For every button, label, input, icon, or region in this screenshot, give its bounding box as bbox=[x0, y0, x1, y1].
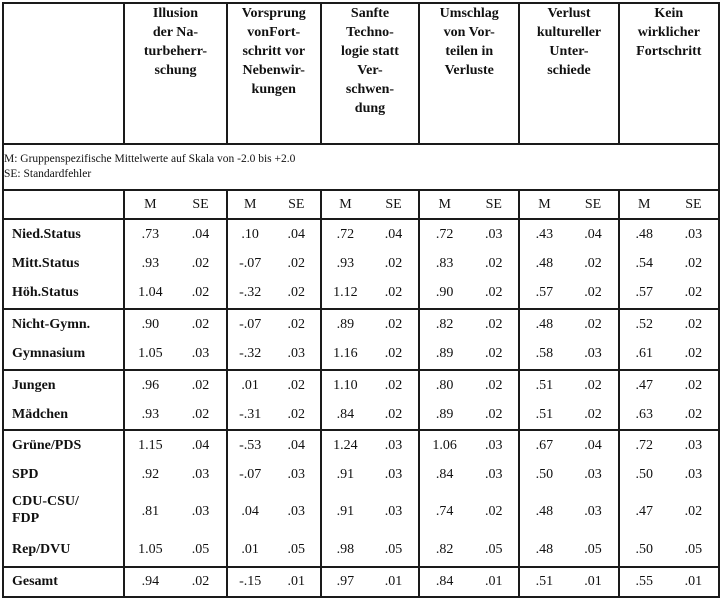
row-label: CDU-CSU/ FDP bbox=[12, 494, 79, 527]
se-value: .03 bbox=[584, 467, 602, 483]
se-value: .02 bbox=[584, 377, 602, 393]
se-column-cells bbox=[175, 567, 226, 597]
column-header-line: Verlust bbox=[547, 6, 591, 21]
se-value: .03 bbox=[485, 438, 503, 454]
se-value: .05 bbox=[584, 542, 602, 558]
se-value: .03 bbox=[191, 467, 210, 483]
mean-value: .67 bbox=[535, 438, 554, 454]
row-label: Grüne/PDS bbox=[12, 438, 82, 454]
column-header-line: Unter- bbox=[549, 44, 589, 59]
mean-value: 1.06 bbox=[432, 438, 457, 454]
se-column-cells bbox=[469, 567, 519, 597]
mean-subheader: M bbox=[124, 190, 175, 219]
row-label: SPD bbox=[12, 467, 39, 483]
column-header-3 bbox=[321, 3, 419, 144]
se-value: .02 bbox=[684, 285, 703, 300]
mean-value: .84 bbox=[435, 573, 454, 589]
group-labels bbox=[3, 430, 124, 566]
se-column-cells bbox=[175, 309, 226, 370]
se-value: .02 bbox=[287, 285, 306, 300]
mean-value: -.31 bbox=[239, 406, 262, 422]
mean-value: 1.05 bbox=[138, 542, 163, 558]
se-value: .05 bbox=[485, 542, 503, 558]
row-label: Gymnasium bbox=[12, 345, 86, 361]
column-header-line: Ver- bbox=[357, 63, 383, 78]
mean-column-cells bbox=[227, 219, 273, 309]
se-value: .04 bbox=[191, 438, 210, 454]
se-column-cells bbox=[669, 430, 719, 566]
mean-value: 1.15 bbox=[138, 438, 163, 454]
mean-value: .98 bbox=[336, 542, 355, 558]
column-header-4 bbox=[419, 3, 519, 144]
mean-value: .83 bbox=[435, 256, 454, 271]
mean-value: .57 bbox=[635, 285, 653, 300]
mean-value: 1.04 bbox=[138, 285, 163, 300]
mean-value: -.53 bbox=[239, 438, 262, 454]
se-value: .03 bbox=[584, 504, 602, 520]
se-value: .02 bbox=[684, 316, 703, 332]
se-value: .02 bbox=[191, 285, 210, 300]
mean-column-cells bbox=[519, 567, 568, 597]
mean-value: .74 bbox=[435, 504, 454, 520]
row-group bbox=[3, 567, 719, 597]
row-label: Mitt.Status bbox=[12, 256, 80, 271]
se-value: .05 bbox=[191, 542, 210, 558]
se-value: .03 bbox=[684, 438, 703, 454]
se-column-cells bbox=[669, 219, 719, 309]
se-value: .02 bbox=[684, 504, 703, 520]
mean-column-cells bbox=[321, 567, 369, 597]
subheader-row bbox=[3, 190, 719, 219]
mean-value: .51 bbox=[535, 406, 554, 422]
row-label: Gesamt bbox=[12, 573, 58, 589]
se-value: .02 bbox=[485, 285, 503, 300]
column-header-line: von Vor- bbox=[443, 25, 495, 40]
se-value: .02 bbox=[384, 406, 403, 422]
column-header-5 bbox=[519, 3, 618, 144]
se-value: .05 bbox=[684, 542, 703, 558]
mean-value: .54 bbox=[635, 256, 653, 271]
mean-value: .10 bbox=[241, 227, 259, 242]
mean-value: .48 bbox=[535, 316, 554, 332]
se-column-cells bbox=[273, 309, 321, 370]
mean-value: .47 bbox=[635, 377, 653, 393]
se-column-cells bbox=[273, 370, 321, 431]
column-header-line: Fortschritt bbox=[636, 44, 702, 59]
mean-value: 1.10 bbox=[333, 377, 358, 393]
se-value: .01 bbox=[584, 573, 602, 589]
mean-column-cells bbox=[419, 219, 469, 309]
mean-value: .58 bbox=[535, 345, 554, 361]
mean-subheader: M bbox=[419, 190, 469, 219]
mean-value: -.32 bbox=[239, 285, 262, 300]
se-value: .01 bbox=[684, 573, 703, 589]
se-column-cells bbox=[273, 567, 321, 597]
mean-value: .72 bbox=[435, 227, 454, 242]
data-table bbox=[2, 2, 720, 598]
mean-column-cells bbox=[619, 219, 669, 309]
mean-column-cells bbox=[124, 309, 175, 370]
mean-value: -.15 bbox=[239, 573, 262, 589]
se-subheader: SE bbox=[469, 190, 519, 219]
se-column-cells bbox=[669, 370, 719, 431]
mean-value: .48 bbox=[535, 504, 554, 520]
se-value: .02 bbox=[485, 345, 503, 361]
mean-value: .50 bbox=[635, 542, 653, 558]
se-column-cells bbox=[669, 567, 719, 597]
row-label: Höh.Status bbox=[12, 285, 79, 300]
mean-value: .72 bbox=[635, 438, 653, 454]
mean-value: -.32 bbox=[239, 345, 262, 361]
se-value: .04 bbox=[584, 438, 602, 454]
se-value: .02 bbox=[584, 316, 602, 332]
mean-value: .93 bbox=[336, 256, 355, 271]
se-value: .02 bbox=[485, 316, 503, 332]
se-value: .03 bbox=[191, 504, 210, 520]
mean-value: .48 bbox=[635, 227, 653, 242]
column-header-line: Umschlag bbox=[439, 6, 499, 21]
mean-value: .48 bbox=[535, 256, 554, 271]
se-column-cells bbox=[369, 309, 419, 370]
mean-value: .92 bbox=[141, 467, 160, 483]
mean-column-cells bbox=[227, 370, 273, 431]
mean-value: .82 bbox=[435, 542, 454, 558]
mean-value: .84 bbox=[336, 406, 355, 422]
column-header-line: Techno- bbox=[346, 25, 394, 40]
mean-column-cells bbox=[227, 430, 273, 566]
se-column-cells bbox=[175, 219, 226, 309]
se-value: .03 bbox=[684, 467, 703, 483]
se-column-cells bbox=[568, 219, 618, 309]
mean-subheader: M bbox=[619, 190, 669, 219]
se-value: .02 bbox=[584, 285, 602, 300]
mean-value: 1.12 bbox=[333, 285, 358, 300]
se-value: .02 bbox=[287, 256, 306, 271]
mean-column-cells bbox=[227, 567, 273, 597]
se-value: .01 bbox=[384, 573, 403, 589]
column-header-line: kultureller bbox=[536, 25, 602, 40]
se-column-cells bbox=[469, 430, 519, 566]
mean-value: .94 bbox=[141, 573, 160, 589]
mean-subheader: M bbox=[519, 190, 568, 219]
se-value: .02 bbox=[384, 316, 403, 332]
se-column-cells bbox=[273, 219, 321, 309]
se-value: .03 bbox=[384, 438, 403, 454]
se-column-cells bbox=[369, 219, 419, 309]
se-column-cells bbox=[369, 430, 419, 566]
mean-subheader: M bbox=[321, 190, 369, 219]
mean-column-cells bbox=[619, 567, 669, 597]
mean-value: -.07 bbox=[239, 467, 262, 483]
mean-value: .04 bbox=[241, 504, 259, 520]
row-group bbox=[3, 219, 719, 309]
se-value: .03 bbox=[287, 345, 306, 361]
column-header-line: wirklicher bbox=[637, 25, 700, 40]
se-value: .02 bbox=[287, 377, 306, 393]
mean-column-cells bbox=[124, 370, 175, 431]
se-value: .03 bbox=[584, 345, 602, 361]
se-value: .02 bbox=[191, 316, 210, 332]
se-column-cells bbox=[568, 370, 618, 431]
mean-column-cells bbox=[419, 567, 469, 597]
row-group bbox=[3, 309, 719, 370]
column-header-line: Sanfte bbox=[350, 6, 390, 21]
mean-column-cells bbox=[321, 430, 369, 566]
mean-value: .51 bbox=[535, 573, 554, 589]
mean-value: .57 bbox=[535, 285, 554, 300]
se-value: .02 bbox=[584, 256, 602, 271]
mean-value: .43 bbox=[535, 227, 554, 242]
se-value: .03 bbox=[485, 467, 503, 483]
mean-column-cells bbox=[321, 370, 369, 431]
mean-column-cells bbox=[519, 370, 568, 431]
mean-value: .52 bbox=[635, 316, 653, 332]
se-value: .03 bbox=[384, 467, 403, 483]
se-value: .02 bbox=[485, 504, 503, 520]
se-column-cells bbox=[669, 309, 719, 370]
se-value: .02 bbox=[485, 377, 503, 393]
mean-value: .89 bbox=[336, 316, 355, 332]
mean-value: 1.24 bbox=[333, 438, 358, 454]
legend-se-note: SE: Standardfehler bbox=[4, 168, 92, 180]
se-value: .02 bbox=[384, 256, 403, 271]
mean-value: .61 bbox=[635, 345, 653, 361]
se-value: .02 bbox=[684, 256, 703, 271]
se-column-cells bbox=[568, 567, 618, 597]
se-column-cells bbox=[469, 370, 519, 431]
se-value: .03 bbox=[191, 345, 210, 361]
se-value: .03 bbox=[287, 504, 306, 520]
mean-value: .97 bbox=[336, 573, 355, 589]
se-subheader: SE bbox=[568, 190, 618, 219]
se-value: .02 bbox=[684, 406, 703, 422]
se-value: .03 bbox=[287, 467, 306, 483]
group-labels bbox=[3, 370, 124, 431]
se-value: .03 bbox=[485, 227, 503, 242]
mean-value: .80 bbox=[435, 377, 454, 393]
se-value: .02 bbox=[485, 406, 503, 422]
mean-value: .47 bbox=[635, 504, 653, 520]
se-subheader: SE bbox=[669, 190, 719, 219]
column-header-2 bbox=[227, 3, 321, 144]
mean-value: .51 bbox=[535, 377, 554, 393]
mean-value: .82 bbox=[435, 316, 454, 332]
mean-value: .48 bbox=[535, 542, 554, 558]
column-header-line: der Na- bbox=[152, 25, 199, 40]
mean-value: .81 bbox=[141, 504, 160, 520]
mean-column-cells bbox=[124, 430, 175, 566]
mean-value: 1.05 bbox=[138, 345, 163, 361]
mean-column-cells bbox=[321, 219, 369, 309]
column-header-line: schwen- bbox=[345, 82, 395, 97]
mean-value: .72 bbox=[336, 227, 355, 242]
mean-value: .50 bbox=[535, 467, 554, 483]
mean-value: .73 bbox=[141, 227, 160, 242]
se-value: .04 bbox=[384, 227, 403, 242]
row-label: Jungen bbox=[12, 377, 56, 393]
group-labels bbox=[3, 219, 124, 309]
se-value: .02 bbox=[384, 285, 403, 300]
se-value: .05 bbox=[384, 542, 403, 558]
row-group bbox=[3, 370, 719, 431]
se-value: .02 bbox=[384, 377, 403, 393]
row-label: Nicht-Gymn. bbox=[12, 316, 91, 332]
row-label: Rep/DVU bbox=[12, 542, 71, 558]
mean-subheader: M bbox=[227, 190, 273, 219]
mean-value: .91 bbox=[336, 504, 355, 520]
mean-value: .90 bbox=[435, 285, 454, 300]
mean-column-cells bbox=[619, 370, 669, 431]
corner-cell bbox=[3, 3, 124, 144]
legend-mean-note: M: Gruppenspezifische Mittelwerte auf Skala von -2.0 bis +2.0 bbox=[4, 153, 296, 165]
se-value: .02 bbox=[287, 316, 306, 332]
se-column-cells bbox=[369, 370, 419, 431]
group-labels bbox=[3, 567, 124, 597]
se-subheader: SE bbox=[175, 190, 226, 219]
column-header-line: schiede bbox=[547, 63, 591, 78]
column-header-line: Kein bbox=[654, 6, 684, 21]
mean-value: .93 bbox=[141, 406, 160, 422]
legend-cell bbox=[3, 144, 719, 190]
se-value: .02 bbox=[191, 377, 210, 393]
se-value: .01 bbox=[287, 573, 306, 589]
se-value: .02 bbox=[191, 573, 210, 589]
mean-column-cells bbox=[124, 219, 175, 309]
se-subheader: SE bbox=[273, 190, 321, 219]
mean-value: 1.16 bbox=[333, 345, 358, 361]
se-value: .04 bbox=[584, 227, 602, 242]
se-column-cells bbox=[175, 370, 226, 431]
se-value: .02 bbox=[485, 256, 503, 271]
mean-value: .63 bbox=[635, 406, 653, 422]
mean-column-cells bbox=[519, 430, 568, 566]
mean-column-cells bbox=[419, 430, 469, 566]
se-value: .02 bbox=[287, 406, 306, 422]
se-column-cells bbox=[469, 309, 519, 370]
mean-column-cells bbox=[419, 309, 469, 370]
column-header-line: logie statt bbox=[341, 44, 399, 59]
mean-value: .84 bbox=[435, 467, 454, 483]
mean-value: .90 bbox=[141, 316, 160, 332]
mean-value: .96 bbox=[141, 377, 160, 393]
column-header-line: Nebenwir- bbox=[242, 63, 305, 78]
row-label: Mädchen bbox=[12, 406, 68, 422]
mean-column-cells bbox=[227, 309, 273, 370]
column-header-line: dung bbox=[354, 101, 386, 116]
se-value: .02 bbox=[191, 406, 210, 422]
column-header-line: teilen in bbox=[445, 44, 494, 59]
mean-value: .91 bbox=[336, 467, 355, 483]
column-header-line: vonFort- bbox=[247, 25, 301, 40]
legend-row bbox=[3, 144, 719, 190]
se-value: .02 bbox=[191, 256, 210, 271]
se-column-cells bbox=[175, 430, 226, 566]
se-column-cells bbox=[273, 430, 321, 566]
mean-value: .89 bbox=[435, 345, 454, 361]
mean-column-cells bbox=[519, 309, 568, 370]
column-header-line: Verluste bbox=[444, 63, 494, 78]
header-row bbox=[3, 3, 719, 144]
se-column-cells bbox=[469, 219, 519, 309]
se-value: .02 bbox=[384, 345, 403, 361]
column-header-line: Illusion bbox=[152, 6, 199, 21]
mean-value: .01 bbox=[241, 377, 259, 393]
se-column-cells bbox=[568, 309, 618, 370]
mean-value: .93 bbox=[141, 256, 160, 271]
se-column-cells bbox=[369, 567, 419, 597]
mean-value: .01 bbox=[241, 542, 259, 558]
mean-value: .55 bbox=[635, 573, 653, 589]
row-label: Nied.Status bbox=[12, 227, 81, 242]
mean-value: -.07 bbox=[239, 316, 262, 332]
column-header-6 bbox=[619, 3, 719, 144]
se-value: .03 bbox=[684, 227, 703, 242]
mean-column-cells bbox=[619, 309, 669, 370]
se-value: .03 bbox=[384, 504, 403, 520]
mean-value: .50 bbox=[635, 467, 653, 483]
se-column-cells bbox=[568, 430, 618, 566]
se-subheader: SE bbox=[369, 190, 419, 219]
row-group bbox=[3, 430, 719, 566]
group-labels bbox=[3, 309, 124, 370]
mean-column-cells bbox=[124, 567, 175, 597]
mean-value: -.07 bbox=[239, 256, 262, 271]
se-value: .01 bbox=[485, 573, 503, 589]
column-header-1 bbox=[124, 3, 226, 144]
mean-column-cells bbox=[321, 309, 369, 370]
mean-column-cells bbox=[519, 219, 568, 309]
se-value: .02 bbox=[584, 406, 602, 422]
column-header-line: schung bbox=[154, 63, 197, 78]
mean-value: .89 bbox=[435, 406, 454, 422]
mean-column-cells bbox=[419, 370, 469, 431]
se-value: .04 bbox=[191, 227, 210, 242]
column-header-line: turbeherr- bbox=[143, 44, 208, 59]
column-header-line: kungen bbox=[251, 82, 296, 97]
se-value: .05 bbox=[287, 542, 306, 558]
subheader-corner bbox=[3, 190, 124, 219]
se-value: .04 bbox=[287, 438, 306, 454]
column-header-line: Vorsprung bbox=[241, 6, 306, 21]
se-value: .02 bbox=[684, 345, 703, 361]
column-header-line: schritt vor bbox=[242, 44, 306, 59]
se-value: .04 bbox=[287, 227, 306, 242]
se-value: .02 bbox=[684, 377, 703, 393]
mean-column-cells bbox=[619, 430, 669, 566]
